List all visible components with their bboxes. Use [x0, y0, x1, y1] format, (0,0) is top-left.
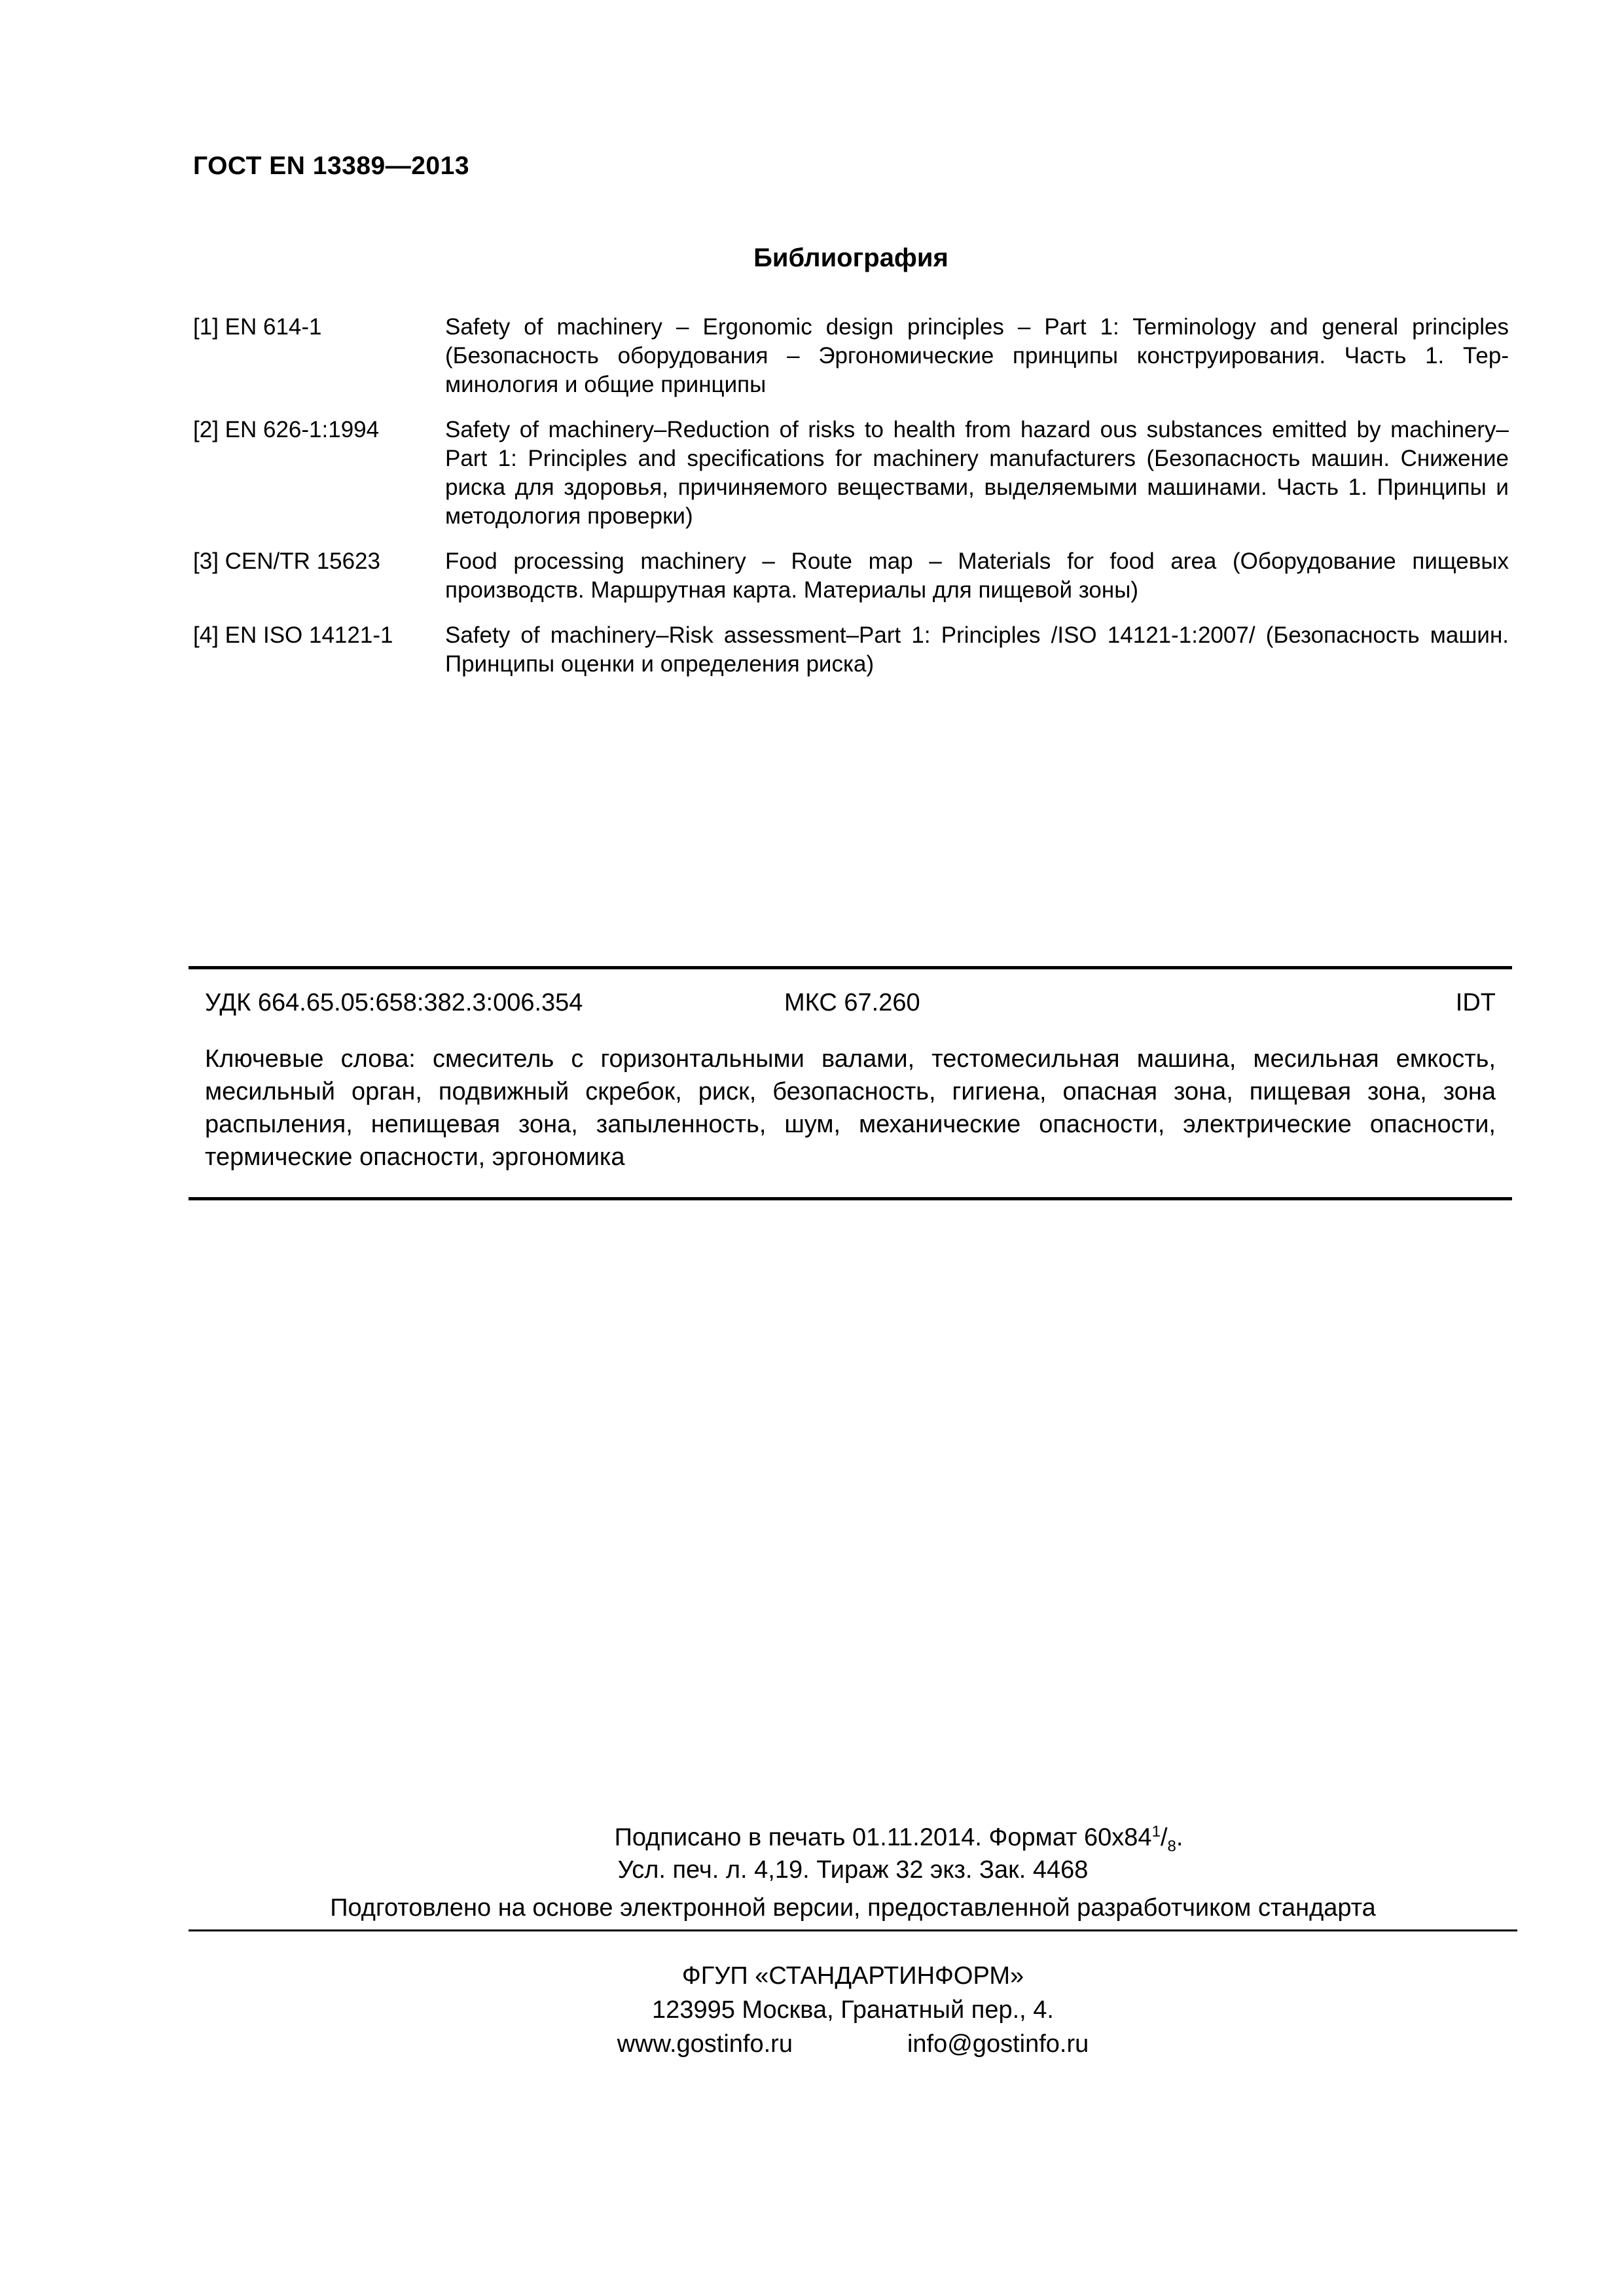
- signed-text: Подписано в печать 01.11.2014. Формат 60x84: [614, 1823, 1152, 1852]
- mks-code: МКС 67.260: [784, 989, 920, 1016]
- format-denominator: 8: [1167, 1837, 1176, 1856]
- prepared-note: Подготовлено на основе электронной версии, предоставленной разработчиком стандарта: [189, 1889, 1517, 1931]
- bibliography-text: Food processing machinery – Route map – Materials for food area (Оборудование пищевых производств. Маршрутная карта. Материалы для пищевой зоны): [445, 548, 1509, 603]
- bibliography-ref: [4] EN ISO 14121-1: [193, 622, 393, 648]
- format-separator: /: [1160, 1823, 1168, 1852]
- imprint-block: [189, 966, 1512, 1200]
- signed-suffix: .: [1176, 1823, 1183, 1852]
- bibliography-text: Safety of machinery – Ergonomic design principles – Part 1: Terminology and general principles (Безопасность оборудования – Эргономические принципы конструирования. Часть 1. Терминология и общие принципы: [445, 314, 1509, 397]
- publisher-address: 123995 Москва, Гранатный пер., 4.: [652, 1996, 1054, 2024]
- document-code: ГОСТ EN 13389—2013: [193, 152, 470, 180]
- keywords: Ключевые слова: смеситель с горизонтальными валами, тестомесильная машина, месильная емкость, месильный орган, подвижный скребок, риск, безопасность, гигиена, опасная зона, пищевая зона, зона распыления, непищевая зона, запыленность, шум, механические опасности, электрические опасности, термические опасности, эргономика: [205, 1045, 1496, 1171]
- bibliography-heading: Библиография: [753, 243, 948, 272]
- publisher-name: ФГУП «СТАНДАРТИНФОРМ»: [681, 1962, 1024, 1990]
- bibliography-ref: [2] EN 626-1:1994: [193, 417, 380, 442]
- idt-code: IDT: [1455, 989, 1496, 1016]
- bibliography-text: Safety of machinery–Reduction of risks to health from hazard ous substances emitted by machinery–Part 1: Principles and specifications for machinery manufacturers (Безопасность машин. Снижение риска для здоровья, причиняемого веществами, выделяемыми машинами. Часть 1. Принципы и методология проверки): [445, 417, 1509, 529]
- signed-line: [189, 1813, 1517, 1856]
- format-numerator: 1: [1151, 1823, 1161, 1840]
- email-link[interactable]: info@gostinfo.ru: [907, 2030, 1089, 2058]
- website-link[interactable]: www.gostinfo.ru: [617, 2030, 793, 2058]
- bibliography-text: Safety of machinery–Risk assessment–Part 1: Principles /ISO 14121-1:2007/ (Безопасность машин. Принципы оценки и определения риска): [445, 622, 1509, 677]
- bibliography-ref: [1] EN 614-1: [193, 314, 322, 340]
- publication-footer: [189, 1813, 1517, 2061]
- bibliography-entry: [193, 313, 1509, 399]
- bibliography-entry: [193, 547, 1509, 605]
- bibliography-ref: [3] CEN/TR 15623: [193, 548, 380, 574]
- bibliography-entry: [193, 416, 1509, 531]
- classification-row: [205, 989, 1496, 1023]
- udk-code: УДК 664.65.05:658:382.3:006.354: [205, 989, 583, 1016]
- contacts-row: [189, 2027, 1517, 2061]
- bibliography-list: [193, 313, 1509, 695]
- print-info: Усл. печ. л. 4,19. Тираж 32 экз. Зак. 4468: [617, 1856, 1089, 1884]
- bibliography-entry: [193, 621, 1509, 679]
